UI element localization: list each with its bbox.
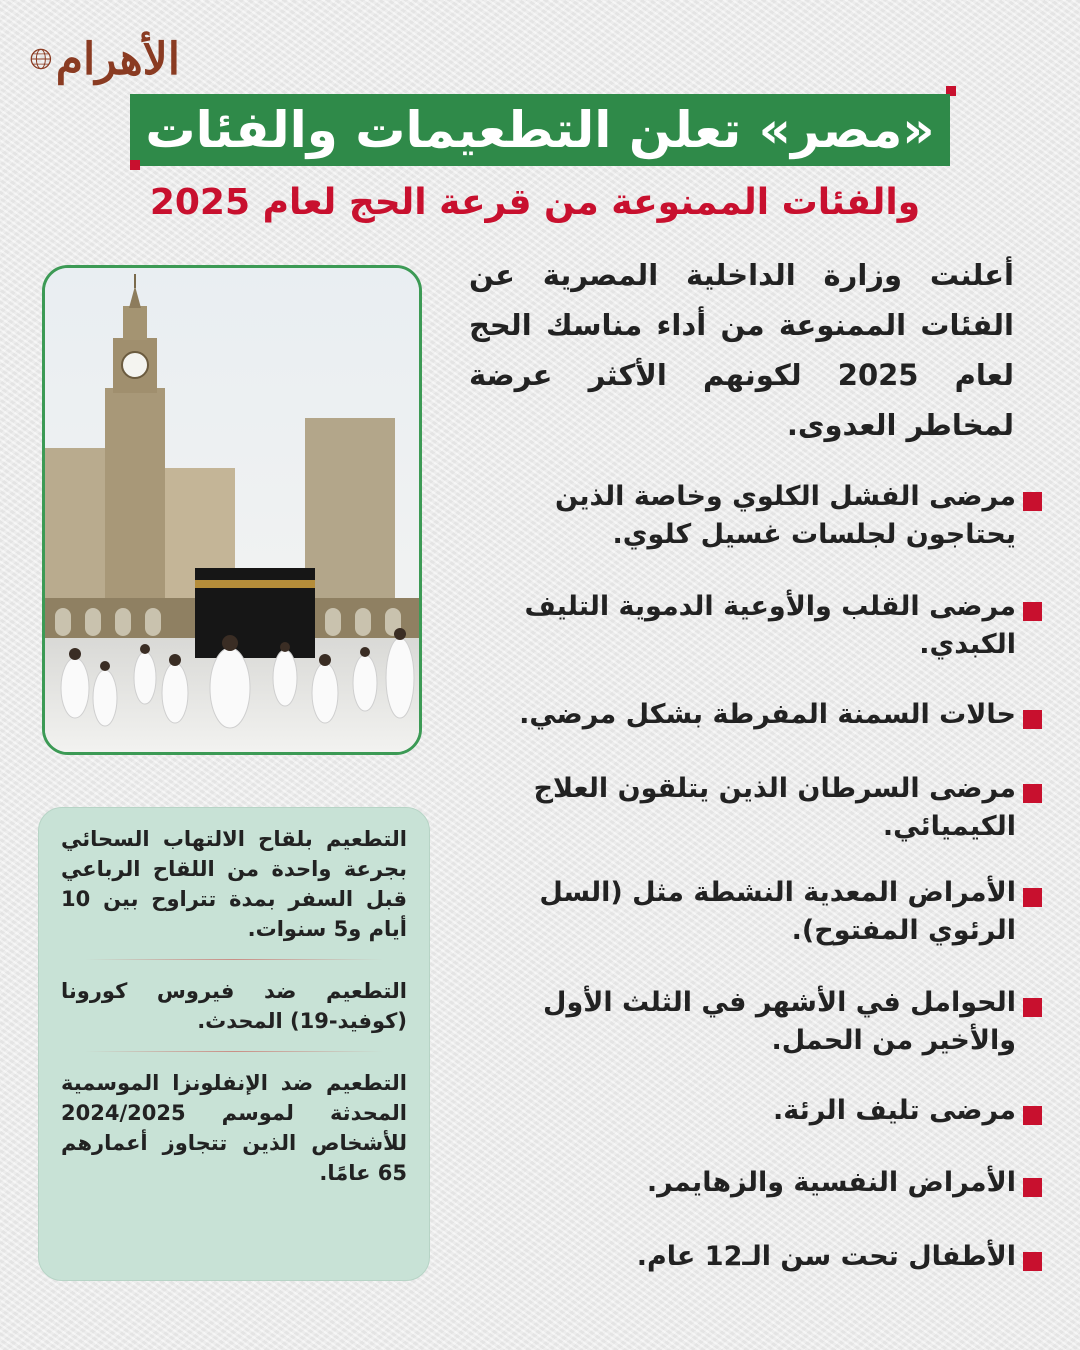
globe-icon xyxy=(30,42,52,76)
list-item-text: الأطفال تحت سن الـ12 عام. xyxy=(636,1241,1016,1272)
page-subtitle: والفئات الممنوعة من قرعة الحج لعام 2025 xyxy=(149,182,921,223)
list-item xyxy=(462,478,1042,554)
list-item-text: حالات السمنة المفرطة بشكل مرضي. xyxy=(519,699,1016,730)
red-square-bullet-icon xyxy=(1023,888,1042,907)
brand-logo xyxy=(30,28,180,90)
list-item-text: الأمراض المعدية النشطة مثل (السل الرئوي المفتوح). xyxy=(539,877,1016,946)
red-square-bullet-icon xyxy=(1023,784,1042,803)
red-square-bullet-icon xyxy=(1023,710,1042,729)
red-square-bullet-icon xyxy=(1023,492,1042,511)
list-item xyxy=(462,984,1042,1060)
red-square-bullet-icon xyxy=(1023,1178,1042,1197)
intro-paragraph: أعلنت وزارة الداخلية المصرية عن الفئات الممنوعة من أداء مناسك الحج لعام 2025 لكونهم الأكثر عرضة لمخاطر العدوى. xyxy=(469,258,1014,442)
list-item-text: الأمراض النفسية والزهايمر. xyxy=(646,1167,1016,1198)
list-item xyxy=(462,696,1042,734)
red-square-bullet-icon xyxy=(1023,602,1042,621)
red-square-bullet-icon xyxy=(1023,1252,1042,1271)
list-item xyxy=(462,1238,1042,1276)
kaaba-photo xyxy=(42,265,422,755)
list-item-text: الحوامل في الأشهر في الثلث الأول والأخير من الحمل. xyxy=(543,987,1016,1056)
kaaba-photo-illustration xyxy=(45,268,419,752)
title-corner-bottom xyxy=(130,160,140,170)
divider xyxy=(85,1051,383,1052)
vaccination-item: التطعيم ضد الإنفلونزا الموسمية المحدثة لموسم 2024/2025 للأشخاص الذين تتجاوز أعمارهم 65 عامًا. xyxy=(61,1071,407,1185)
vaccinations-panel xyxy=(38,807,430,1281)
divider xyxy=(85,959,383,960)
page-title: «مصر» تعلن التطعيمات والفئات xyxy=(130,94,950,166)
list-item-text: مرضى الفشل الكلوي وخاصة الذين يحتاجون لجلسات غسيل كلوي. xyxy=(555,481,1016,550)
list-item xyxy=(462,874,1042,950)
list-item xyxy=(462,770,1042,846)
list-item-text: مرضى تليف الرئة. xyxy=(772,1095,1016,1126)
list-item xyxy=(462,588,1042,664)
logo-text: الأهرام xyxy=(55,33,180,85)
vaccination-item: التطعيم ضد فيروس كورونا (كوفيد-19) المحدث. xyxy=(61,979,407,1033)
list-item-text: مرضى القلب والأوعية الدموية التليف الكبدي. xyxy=(524,591,1016,660)
list-item xyxy=(462,1164,1042,1202)
list-item-text: مرضى السرطان الذين يتلقون العلاج الكيميائي. xyxy=(533,773,1016,842)
red-square-bullet-icon xyxy=(1023,998,1042,1017)
list-item xyxy=(462,1092,1042,1130)
red-square-bullet-icon xyxy=(1023,1106,1042,1125)
vaccination-item: التطعيم بلقاح الالتهاب السحائي بجرعة واحدة من اللقاح الرباعي قبل السفر بمدة تتراوح بين 10 أيام و5 سنوات. xyxy=(61,827,407,941)
